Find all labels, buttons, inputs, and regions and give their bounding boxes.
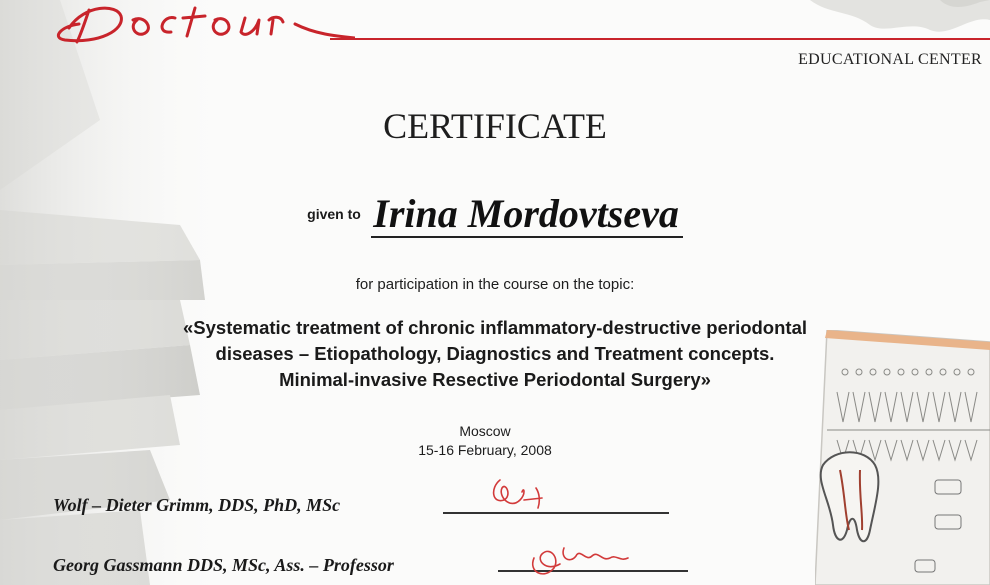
date: 15-16 February, 2008: [418, 442, 552, 458]
educational-center-label: EDUCATIONAL CENTER: [798, 51, 982, 68]
doctour-logo: [55, 0, 355, 50]
given-to-line: [0, 192, 990, 236]
signatory-name: Wolf – Dieter Grimm, DDS, PhD, MSc: [53, 495, 341, 515]
topic-line: Minimal-invasive Resective Periodontal Surgery»: [279, 369, 711, 390]
handwritten-signature: [520, 528, 640, 585]
recipient-name: Irina Mordovtseva: [371, 191, 683, 238]
certificate-title: CERTIFICATE: [383, 106, 607, 146]
place-date: [0, 422, 970, 460]
city: Moscow: [459, 423, 511, 439]
given-to-label: given to: [307, 206, 361, 222]
handwritten-signature: [480, 470, 570, 520]
header-rule: [330, 38, 990, 40]
topic-line: «Systematic treatment of chronic inflammatory-destructive periodontal: [182, 317, 807, 338]
signatory-name: Georg Gassmann DDS, MSc, Ass. – Professor: [53, 555, 394, 575]
course-topic: [60, 315, 930, 393]
participation-text: for participation in the course on the topic:: [355, 276, 635, 293]
topic-line: diseases – Etiopathology, Diagnostics and Treatment concepts.: [215, 343, 775, 364]
